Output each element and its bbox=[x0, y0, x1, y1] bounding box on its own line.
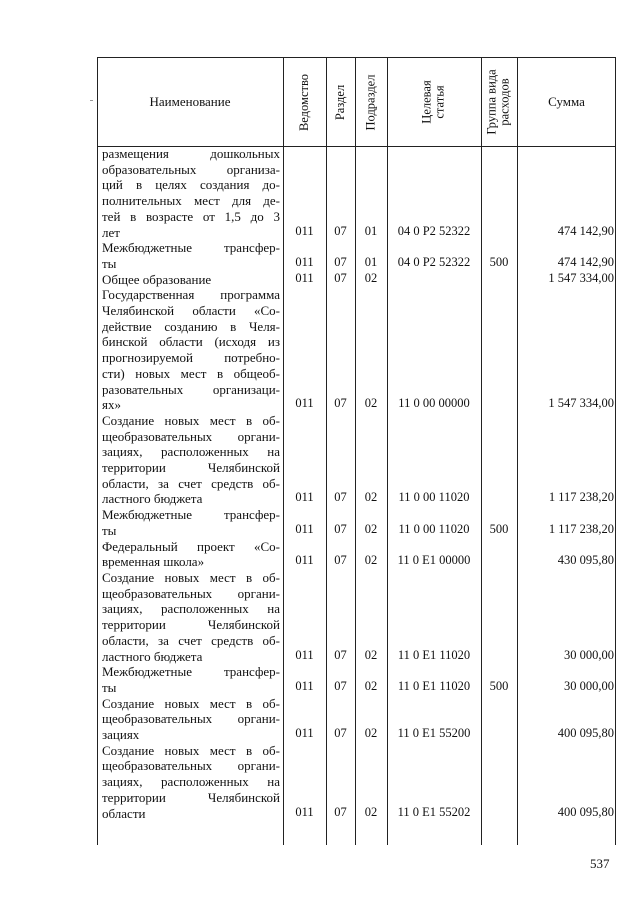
table-row bbox=[97, 539, 616, 570]
header-summa: Сумма bbox=[548, 94, 585, 109]
page-number: 537 bbox=[590, 856, 610, 871]
row-name bbox=[97, 287, 280, 413]
table-row bbox=[97, 664, 616, 695]
table-row bbox=[97, 413, 616, 507]
row-gruppa: 500 bbox=[489, 254, 509, 269]
row-name-line: области, за счет средств об- bbox=[102, 475, 280, 491]
row-name bbox=[97, 696, 280, 743]
row-name-line: бинской области (исходя из bbox=[102, 334, 280, 350]
row-name bbox=[97, 507, 280, 538]
row-name-line: Челябинской области «Со- bbox=[102, 303, 280, 319]
table-body bbox=[97, 146, 616, 821]
row-name-line: ций в целях создания до- bbox=[102, 177, 280, 193]
row-summa: 1 117 238,20 bbox=[548, 521, 614, 536]
row-celevaya: 11 0 00 00000 bbox=[398, 396, 470, 411]
row-name-line: зациях, расположенных на bbox=[102, 774, 280, 790]
row-name-line: тей в возрасте от 1,5 до 3 bbox=[102, 208, 280, 224]
row-name-line: территории Челябинской bbox=[102, 789, 280, 805]
row-vedomstvo: 011 bbox=[295, 396, 314, 411]
row-name-line: разовательных организаци- bbox=[102, 381, 280, 397]
row-name-line: ты bbox=[102, 522, 117, 538]
row-celevaya: 11 0 E1 11020 bbox=[397, 647, 471, 662]
row-razdel: 07 bbox=[334, 678, 347, 693]
row-name-line: области, за счет средств об- bbox=[102, 632, 280, 648]
row-name-line: территории Челябинской bbox=[102, 617, 280, 633]
row-name-line: временная школа» bbox=[102, 554, 205, 570]
row-vedomstvo: 011 bbox=[295, 647, 314, 662]
table-row bbox=[97, 287, 616, 413]
row-razdel: 07 bbox=[334, 490, 347, 505]
row-razdel: 07 bbox=[334, 521, 347, 536]
row-name-line: Межбюджетные трансфер- bbox=[102, 664, 280, 680]
row-summa: 1 547 334,00 bbox=[548, 270, 614, 285]
row-celevaya: 04 0 P2 52322 bbox=[397, 223, 471, 238]
row-celevaya: 11 0 E1 00000 bbox=[397, 553, 471, 568]
row-razdel: 07 bbox=[334, 726, 347, 741]
header-razdel: Раздел bbox=[333, 84, 348, 120]
header-celevaya bbox=[421, 80, 447, 123]
header-gruppa-line1: Группа вида bbox=[485, 69, 500, 135]
header-gruppa-line2: расходов bbox=[498, 78, 513, 126]
row-name-line: ях» bbox=[102, 397, 121, 413]
row-celevaya: 11 0 E1 55200 bbox=[397, 726, 471, 741]
row-name-line: Межбюджетные трансфер- bbox=[102, 240, 280, 256]
header-celevaya-cell bbox=[387, 58, 481, 146]
row-vedomstvo: 011 bbox=[295, 553, 314, 568]
header-podrazdel: Подраздел bbox=[363, 74, 378, 130]
budget-table bbox=[97, 57, 616, 845]
row-podrazdel: 02 bbox=[364, 647, 378, 662]
table-row bbox=[97, 240, 616, 271]
row-summa: 1 117 238,20 bbox=[548, 490, 614, 505]
table-row bbox=[97, 507, 616, 538]
row-name-line: Создание новых мест в об- bbox=[102, 569, 280, 585]
row-name bbox=[97, 272, 280, 288]
row-name-line: действие созданию в Челя- bbox=[102, 318, 280, 334]
row-celevaya: 11 0 E1 55202 bbox=[397, 804, 471, 819]
row-name-line: Общее образование bbox=[102, 271, 212, 287]
row-razdel: 07 bbox=[334, 804, 347, 819]
table-row bbox=[97, 272, 616, 288]
row-vedomstvo: 011 bbox=[295, 490, 314, 505]
row-name-line: зациях, расположенных на bbox=[102, 444, 280, 460]
row-name bbox=[97, 539, 280, 570]
row-vedomstvo: 011 bbox=[295, 254, 314, 269]
row-name-line: Создание новых мест в об- bbox=[102, 742, 280, 758]
header-gruppa bbox=[486, 69, 512, 134]
row-name-line: сти) новых мест в общеоб- bbox=[102, 365, 280, 381]
row-razdel: 07 bbox=[334, 553, 347, 568]
row-name-line: Создание новых мест в об- bbox=[102, 695, 280, 711]
row-razdel: 07 bbox=[334, 647, 347, 662]
row-name bbox=[97, 146, 280, 240]
row-vedomstvo: 011 bbox=[295, 726, 314, 741]
row-name-line: зациях bbox=[102, 727, 140, 743]
row-razdel: 07 bbox=[334, 254, 347, 269]
row-podrazdel: 02 bbox=[364, 521, 378, 536]
row-summa: 400 095,80 bbox=[557, 804, 614, 819]
row-name-line: прогнозируемой потребно- bbox=[102, 350, 280, 366]
row-name-line: ты bbox=[102, 255, 117, 271]
table-row bbox=[97, 696, 616, 743]
header-celevaya-line1: Целевая bbox=[420, 80, 434, 124]
row-name-line: щеобразовательных органи- bbox=[102, 428, 280, 444]
row-name-line: ластного бюджета bbox=[102, 491, 203, 507]
header-vedomstvo: Ведомство bbox=[297, 73, 311, 131]
row-name bbox=[97, 413, 280, 507]
row-celevaya: 04 0 P2 52322 bbox=[397, 254, 471, 269]
row-vedomstvo: 011 bbox=[295, 678, 314, 693]
row-summa: 30 000,00 bbox=[564, 678, 614, 693]
header-razdel-cell bbox=[326, 58, 355, 146]
table-row bbox=[97, 743, 616, 822]
row-vedomstvo: 011 bbox=[295, 270, 314, 285]
row-name-line: Федеральный проект «Со- bbox=[102, 538, 280, 554]
row-name bbox=[97, 240, 280, 271]
row-name-line: Государственная программа bbox=[102, 287, 280, 303]
row-podrazdel: 02 bbox=[364, 490, 378, 505]
header-gruppa-cell bbox=[481, 58, 517, 146]
row-podrazdel: 01 bbox=[364, 254, 378, 269]
row-name-line: размещения дошкольных bbox=[102, 146, 280, 161]
row-name-line: территории Челябинской bbox=[102, 460, 280, 476]
table-row bbox=[97, 570, 616, 664]
row-podrazdel: 02 bbox=[364, 553, 378, 568]
row-name-line: ты bbox=[102, 679, 117, 695]
row-name-line: Межбюджетные трансфер- bbox=[102, 507, 280, 523]
row-vedomstvo: 011 bbox=[295, 223, 314, 238]
header-celevaya-line2: статья bbox=[433, 85, 447, 119]
row-summa: 30 000,00 bbox=[564, 647, 614, 662]
row-razdel: 07 bbox=[334, 396, 347, 411]
row-podrazdel: 02 bbox=[364, 270, 378, 285]
row-gruppa: 500 bbox=[489, 678, 509, 693]
row-summa: 474 142,90 bbox=[557, 223, 614, 238]
row-podrazdel: 02 bbox=[364, 678, 378, 693]
row-vedomstvo: 011 bbox=[295, 804, 314, 819]
row-name-line: щеобразовательных органи- bbox=[102, 711, 280, 727]
row-podrazdel: 02 bbox=[364, 726, 378, 741]
row-name-line: Создание новых мест в об- bbox=[102, 412, 280, 428]
row-name-line: области bbox=[102, 805, 146, 821]
row-podrazdel: 01 bbox=[364, 223, 378, 238]
row-name-line: зациях, расположенных на bbox=[102, 601, 280, 617]
row-celevaya: 11 0 E1 11020 bbox=[397, 678, 471, 693]
row-razdel: 07 bbox=[334, 223, 347, 238]
header-vedomstvo-cell bbox=[283, 58, 326, 146]
row-celevaya: 11 0 00 11020 bbox=[398, 521, 470, 536]
row-summa: 474 142,90 bbox=[557, 254, 614, 269]
row-name bbox=[97, 743, 280, 822]
margin-mark bbox=[90, 100, 93, 101]
row-razdel: 07 bbox=[334, 270, 347, 285]
row-name-line: щеобразовательных органи- bbox=[102, 758, 280, 774]
row-podrazdel: 02 bbox=[364, 804, 378, 819]
row-summa: 400 095,80 bbox=[557, 726, 614, 741]
row-celevaya: 11 0 00 11020 bbox=[398, 490, 470, 505]
row-summa: 430 095,80 bbox=[557, 553, 614, 568]
table-row bbox=[97, 146, 616, 240]
row-name-line: ластного бюджета bbox=[102, 648, 203, 664]
row-name-line: щеобразовательных органи- bbox=[102, 585, 280, 601]
row-vedomstvo: 011 bbox=[295, 521, 314, 536]
row-name bbox=[97, 664, 280, 695]
row-name-line: лет bbox=[102, 224, 120, 240]
row-summa: 1 547 334,00 bbox=[548, 396, 614, 411]
row-name-line: образовательных организа- bbox=[102, 161, 280, 177]
row-name-line: полнительных мест для де- bbox=[102, 193, 280, 209]
row-gruppa: 500 bbox=[489, 521, 509, 536]
header-name: Наименование bbox=[149, 94, 231, 109]
header-podrazdel-cell bbox=[355, 58, 387, 146]
row-podrazdel: 02 bbox=[364, 396, 378, 411]
row-name bbox=[97, 570, 280, 664]
